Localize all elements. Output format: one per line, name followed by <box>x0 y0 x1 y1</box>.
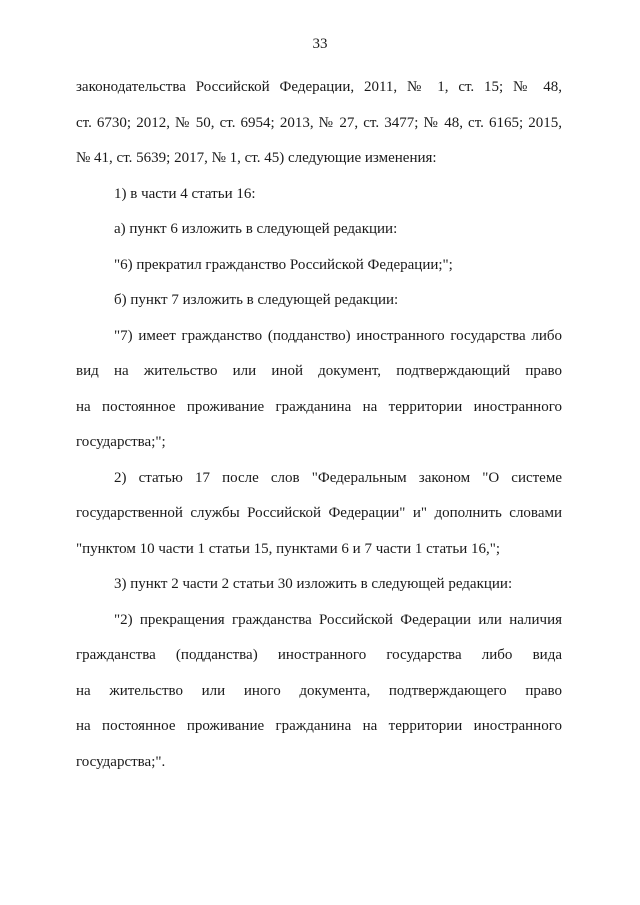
text-line: б) пункт 7 изложить в следующей редакции: <box>114 292 399 308</box>
text-line: "7) имеет гражданство (подданство) иностранного государства либо <box>114 327 562 344</box>
text-line: на постоянное проживание гражданина на территории иностранного <box>76 398 562 415</box>
text-line: ст. 6730; 2012, № 50, ст. 6954; 2013, № 27, ст. 3477; № 48, ст. 6165; 2015, <box>76 114 562 131</box>
text-line: гражданства (подданства) иностранного государства либо вида <box>76 647 562 663</box>
text-line: законодательства Российской Федерации, 2011, № 1, ст. 15; № 48, <box>76 79 562 95</box>
text-line: а) пункт 6 изложить в следующей редакции: <box>114 221 398 237</box>
text-line: государственной службы Российской Федерации" и" дополнить словами <box>76 505 562 521</box>
text-line: "2) прекращения гражданства Российской Федерации или наличия <box>114 611 562 628</box>
document-body <box>76 70 562 780</box>
text-line: вид на жительство или иной документ, подтверждающий право <box>76 363 562 379</box>
text-line: 1) в части 4 статьи 16: <box>114 185 256 202</box>
text-line: 2) статью 17 после слов "Федеральным законом "О системе <box>114 469 562 486</box>
text-line: № 41, ст. 5639; 2017, № 1, ст. 45) следующие изменения: <box>76 150 437 166</box>
text-line: государства;". <box>76 753 166 770</box>
text-line: 3) пункт 2 части 2 статьи 30 изложить в следующей редакции: <box>114 576 513 592</box>
text-line: "6) прекратил гражданство Российской Федерации;"; <box>114 256 453 273</box>
text-line: на постоянное проживание гражданина на территории иностранного <box>76 718 562 734</box>
text-line: "пунктом 10 части 1 статьи 15, пунктами 6 и 7 части 1 статьи 16,"; <box>76 540 501 557</box>
text-line: на жительство или иного документа, подтверждающего право <box>76 682 562 699</box>
page-number: 33 <box>312 36 328 52</box>
text-line: государства;"; <box>76 434 166 450</box>
